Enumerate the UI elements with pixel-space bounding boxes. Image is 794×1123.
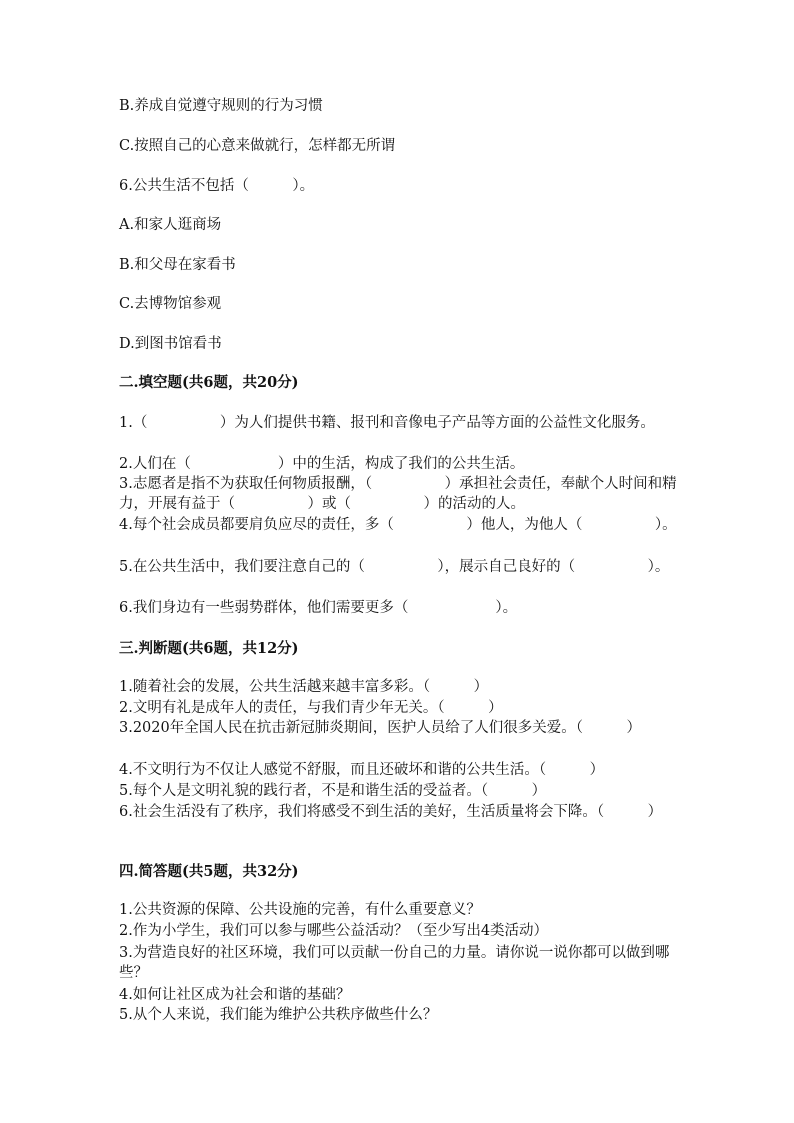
q6-option-b: B.和父母在家看书 <box>119 257 236 273</box>
fill-blank-item-3: 3.志愿者是指不为获取任何物质报酬，（ ）承担社会责任，奉献个人时间和精力，开展有益于（ ）或（ ）的活动的人。 <box>119 476 677 512</box>
true-false-item-6: 6.社会生活没有了秩序，我们将感受不到生活的美好，生活质量将会下降。（ ） <box>119 804 663 820</box>
fill-blank-heading: 二.填空题(共6题，共20分) <box>119 374 299 391</box>
q5-option-c: C.按照自己的心意来做就行，怎样都无所谓 <box>119 138 396 154</box>
q6-option-d: D.到图书馆看书 <box>119 336 222 352</box>
q5-option-b: B.养成自觉遵守规则的行为习惯 <box>119 98 323 114</box>
fill-blank-item-6: 6.我们身边有一些弱势群体，他们需要更多（ ）。 <box>119 600 518 616</box>
short-answer-heading: 四.简答题(共5题，共32分) <box>119 863 299 880</box>
true-false-item-3: 3.2020年全国人民在抗击新冠肺炎期间，医护人员给了人们很多关爱。（ ） <box>119 720 641 736</box>
fill-blank-item-5: 5.在公共生活中，我们要注意自己的（ ），展示自己良好的（ ）。 <box>119 559 670 575</box>
true-false-item-2: 2.文明有礼是成年人的责任，与我们青少年无关。（ ） <box>119 700 503 716</box>
true-false-item-5: 5.每个人是文明礼貌的践行者，不是和谐生活的受益者。（ ） <box>119 783 547 799</box>
q6-option-a: A.和家人逛商场 <box>119 217 222 233</box>
short-answer-item-5: 5.从个人来说，我们能为维护公共秩序做些什么？ <box>119 1007 438 1023</box>
fill-blank-item-4: 4.每个社会成员都要肩负应尽的责任，多（ ）他人，为他人（ ）。 <box>119 517 677 533</box>
q6-stem: 6.公共生活不包括（ ）。 <box>119 178 315 194</box>
short-answer-item-4: 4.如何让社区成为社会和谐的基础？ <box>119 987 351 1003</box>
fill-blank-item-2: 2.人们在（ ）中的生活，构成了我们的公共生活。 <box>119 456 525 472</box>
short-answer-item-1: 1.公共资源的保障、公共设施的完善，有什么重要意义？ <box>119 902 481 918</box>
true-false-item-1: 1.随着社会的发展，公共生活越来越丰富多彩。（ ） <box>119 679 489 695</box>
fill-blank-item-1: 1.（ ）为人们提供书籍、报刊和音像电子产品等方面的公益性文化服务。 <box>119 415 655 431</box>
true-false-heading: 三.判断题(共6题，共12分) <box>119 640 299 657</box>
q6-option-c: C.去博物馆参观 <box>119 296 222 312</box>
short-answer-item-3: 3.为营造良好的社区环境，我们可以贡献一份自己的力量。请你说一说你都可以做到哪些？ <box>119 945 670 981</box>
short-answer-item-2: 2.作为小学生，我们可以参与哪些公益活动？（至少写出4类活动） <box>119 923 549 939</box>
true-false-item-4: 4.不文明行为不仅让人感觉不舒服，而且还破坏和谐的公共生活。（ ） <box>119 762 605 778</box>
